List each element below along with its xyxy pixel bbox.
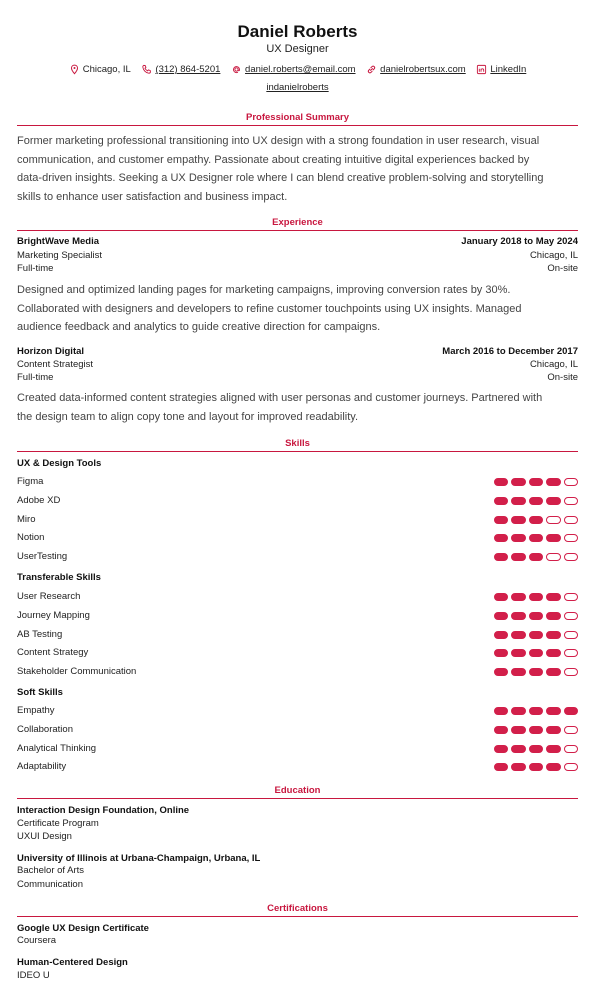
- contact-location: [69, 63, 131, 76]
- rating-pill-filled: [511, 668, 526, 676]
- job-dates: March 2016 to December 2017: [442, 346, 578, 357]
- section-divider: [17, 916, 578, 917]
- rating-pill-empty: [564, 497, 579, 505]
- summary-text: [17, 132, 578, 206]
- rating-pill-filled: [511, 478, 526, 486]
- job-type: Full-time: [17, 372, 54, 383]
- skill-name: Figma: [17, 476, 44, 487]
- skill-row: [17, 550, 578, 564]
- skill-name: Journey Mapping: [17, 609, 90, 621]
- at-sign-icon: [231, 64, 242, 75]
- rating-pill-filled: [511, 649, 526, 657]
- summary-line: Former marketing professional transitioning into UX design with a strong foundation in user research, visual: [17, 135, 540, 147]
- rating-pill-empty: [564, 593, 579, 601]
- summary-line: data-driven insights. Seeking a UX Designer role where I can blend creative problem-solving and storytelling: [17, 172, 544, 184]
- candidate-name: Daniel Roberts: [237, 22, 358, 41]
- contact-linkedin-text[interactable]: LinkedIn: [490, 64, 527, 75]
- rating-pill-filled: [511, 631, 526, 639]
- rating-pill-filled: [529, 497, 544, 505]
- rating-pill-filled: [494, 516, 509, 524]
- skill-name: Stakeholder Communication: [17, 666, 137, 678]
- skill-rating: [494, 553, 579, 561]
- rating-pill-filled: [529, 593, 544, 601]
- job-position: Marketing Specialist: [17, 250, 103, 261]
- contact-website[interactable]: [366, 63, 466, 76]
- rating-pill-empty: [564, 612, 579, 620]
- skill-row: [17, 628, 578, 642]
- rating-pill-filled: [494, 497, 509, 505]
- skill-row: [17, 665, 578, 679]
- rating-pill-filled: [529, 649, 544, 657]
- education-degree: Bachelor of Arts: [17, 865, 85, 876]
- education-school: University of Illinois at Urbana-Champaign, Urbana, IL: [17, 853, 261, 864]
- skill-rating: [494, 497, 579, 505]
- rating-pill-filled: [494, 553, 509, 561]
- skill-category: UX & Design Tools: [17, 458, 102, 469]
- rating-pill-filled: [546, 593, 561, 601]
- rating-pill-filled: [564, 707, 579, 715]
- rating-pill-empty: [564, 534, 579, 542]
- job-description: [17, 281, 578, 337]
- job-description-line: Collaborated with designers and developers to refine customer touchpoints using UX insights. Managed: [17, 302, 522, 315]
- skill-rating: [494, 478, 579, 486]
- job-header: [17, 235, 578, 248]
- rating-pill-filled: [511, 707, 526, 715]
- education-school: Interaction Design Foundation, Online: [17, 805, 190, 816]
- rating-pill-filled: [511, 553, 526, 561]
- skill-name: Adaptability: [17, 761, 67, 773]
- contact-bar: [17, 63, 578, 79]
- contact-phone[interactable]: [141, 63, 220, 76]
- rating-pill-empty: [564, 763, 579, 771]
- contact-phone-text[interactable]: (312) 864-5201: [155, 64, 221, 75]
- rating-pill-filled: [511, 593, 526, 601]
- skill-name: Content Strategy: [17, 647, 89, 659]
- contact-linkedin[interactable]: [476, 63, 526, 76]
- section-title-skills: Skills: [285, 438, 310, 449]
- rating-pill-filled: [529, 631, 544, 639]
- skill-name: Analytical Thinking: [17, 742, 97, 754]
- skill-name: Empathy: [17, 705, 55, 716]
- rating-pill-filled: [546, 763, 561, 771]
- section-divider: [17, 798, 578, 799]
- job-meta: [17, 262, 578, 275]
- rating-pill-filled: [529, 534, 544, 542]
- rating-pill-filled: [494, 631, 509, 639]
- rating-pill-filled: [494, 745, 509, 753]
- section-title-education: Education: [274, 785, 321, 796]
- job-subheader: [17, 358, 578, 371]
- skill-row: [17, 531, 578, 545]
- skill-name: Notion: [17, 532, 45, 544]
- rating-pill-filled: [529, 553, 544, 561]
- rating-pill-empty: [564, 649, 579, 657]
- skill-rating: [494, 763, 579, 771]
- skill-rating: [494, 516, 579, 524]
- rating-pill-filled: [546, 649, 561, 657]
- skill-name: Collaboration: [17, 723, 73, 735]
- rating-pill-filled: [494, 612, 509, 620]
- rating-pill-filled: [546, 726, 561, 734]
- contact-email-text[interactable]: daniel.roberts@email.com: [245, 64, 356, 75]
- skill-rating: [494, 649, 579, 657]
- skill-category: Transferable Skills: [17, 572, 101, 583]
- rating-pill-filled: [511, 534, 526, 542]
- rating-pill-empty: [564, 553, 579, 561]
- job-meta: [17, 371, 578, 384]
- skill-rating: [494, 745, 579, 753]
- skill-name: Miro: [17, 513, 36, 525]
- job-subheader: [17, 249, 578, 262]
- rating-pill-filled: [511, 612, 526, 620]
- skill-name: UserTesting: [17, 551, 68, 563]
- rating-pill-filled: [529, 668, 544, 676]
- rating-pill-filled: [529, 745, 544, 753]
- skill-row: [17, 513, 578, 527]
- rating-pill-filled: [511, 726, 526, 734]
- skill-row: [17, 590, 578, 604]
- rating-pill-filled: [546, 497, 561, 505]
- rating-pill-filled: [494, 763, 509, 771]
- job-location: Chicago, IL: [529, 359, 578, 370]
- summary-line: communication, and customer empathy. Passionate about creating intuitive digital experiences backed by: [17, 153, 530, 166]
- rating-pill-filled: [529, 478, 544, 486]
- skill-row: [17, 760, 578, 774]
- certification-name: Human-Centered Design: [17, 957, 128, 968]
- section-divider: [17, 125, 578, 126]
- education-field: Communication: [17, 879, 83, 890]
- rating-pill-empty: [564, 516, 579, 524]
- skill-rating: [494, 534, 579, 542]
- rating-pill-filled: [511, 745, 526, 753]
- skill-rating: [494, 668, 579, 676]
- summary-line: skills to enhance user satisfaction and business impact.: [17, 190, 288, 203]
- contact-location-text: Chicago, IL: [82, 64, 131, 75]
- job-mode: On-site: [547, 372, 578, 383]
- rating-pill-filled: [494, 478, 509, 486]
- job-company: BrightWave Media: [17, 236, 99, 247]
- rating-pill-empty: [564, 745, 579, 753]
- rating-pill-empty: [564, 726, 579, 734]
- job-type: Full-time: [17, 263, 54, 274]
- skill-rating: [494, 726, 579, 734]
- skill-row: [17, 475, 578, 489]
- link-icon: [366, 64, 377, 75]
- section-title-certifications: Certifications: [267, 903, 328, 914]
- rating-pill-filled: [529, 516, 544, 524]
- certification-issuer: IDEO U: [17, 970, 50, 981]
- rating-pill-filled: [494, 593, 509, 601]
- skill-rating: [494, 612, 579, 620]
- rating-pill-filled: [494, 668, 509, 676]
- skill-row: [17, 742, 578, 756]
- rating-pill-filled: [511, 516, 526, 524]
- phone-icon: [141, 64, 152, 75]
- skill-row: [17, 723, 578, 737]
- linkedin-handle[interactable]: indanielroberts: [266, 82, 329, 93]
- rating-pill-filled: [511, 763, 526, 771]
- rating-pill-filled: [494, 707, 509, 715]
- skill-category: Soft Skills: [17, 687, 63, 698]
- education-degree: Certificate Program: [17, 818, 99, 829]
- job-position: Content Strategist: [17, 359, 94, 370]
- certification-issuer: Coursera: [17, 935, 57, 946]
- rating-pill-filled: [546, 631, 561, 639]
- skill-rating: [494, 593, 579, 601]
- rating-pill-filled: [494, 649, 509, 657]
- skill-row: [17, 704, 578, 718]
- candidate-title: UX Designer: [266, 43, 329, 55]
- rating-pill-filled: [494, 726, 509, 734]
- rating-pill-filled: [546, 668, 561, 676]
- rating-pill-empty: [564, 631, 579, 639]
- rating-pill-filled: [494, 534, 509, 542]
- education-field: UXUI Design: [17, 831, 72, 842]
- skill-row: [17, 646, 578, 660]
- rating-pill-filled: [546, 745, 561, 753]
- rating-pill-filled: [511, 497, 526, 505]
- skill-name: User Research: [17, 591, 81, 602]
- section-title-experience: Experience: [272, 217, 323, 228]
- job-description-line: the design team to align copy tone and layout for improved readability.: [17, 410, 358, 423]
- rating-pill-filled: [529, 707, 544, 715]
- section-divider: [17, 451, 578, 452]
- skill-rating: [494, 707, 579, 715]
- rating-pill-filled: [529, 612, 544, 620]
- certification-name: Google UX Design Certificate: [17, 923, 149, 934]
- rating-pill-empty: [546, 516, 561, 524]
- contact-email[interactable]: [231, 63, 356, 76]
- job-header: [17, 345, 578, 358]
- job-description-line: Designed and optimized landing pages for marketing campaigns, improving conversion rates by 30%.: [17, 284, 511, 296]
- rating-pill-filled: [546, 707, 561, 715]
- section-divider: [17, 230, 578, 231]
- job-mode: On-site: [547, 263, 578, 274]
- rating-pill-filled: [529, 763, 544, 771]
- job-description-line: audience feedback and analytics to guide creative direction for campaigns.: [17, 321, 381, 333]
- job-dates: January 2018 to May 2024: [461, 236, 578, 247]
- skill-rating: [494, 631, 579, 639]
- skill-row: [17, 494, 578, 508]
- linkedin-icon: [476, 64, 487, 75]
- rating-pill-filled: [546, 612, 561, 620]
- contact-website-text[interactable]: danielrobertsux.com: [380, 64, 466, 75]
- skill-name: AB Testing: [17, 628, 63, 640]
- rating-pill-empty: [564, 478, 579, 486]
- rating-pill-empty: [546, 553, 561, 561]
- rating-pill-filled: [546, 534, 561, 542]
- section-title-summary: Professional Summary: [246, 112, 349, 123]
- rating-pill-empty: [564, 668, 579, 676]
- rating-pill-filled: [546, 478, 561, 486]
- job-company: Horizon Digital: [17, 346, 85, 357]
- skill-name: Adobe XD: [17, 494, 61, 506]
- job-location: Chicago, IL: [529, 250, 578, 261]
- rating-pill-filled: [529, 726, 544, 734]
- job-description: [17, 389, 578, 426]
- skill-row: [17, 609, 578, 623]
- job-description-line: Created data-informed content strategies aligned with user personas and customer journeys. Partnered with: [17, 392, 543, 404]
- location-pin-icon: [69, 64, 80, 75]
